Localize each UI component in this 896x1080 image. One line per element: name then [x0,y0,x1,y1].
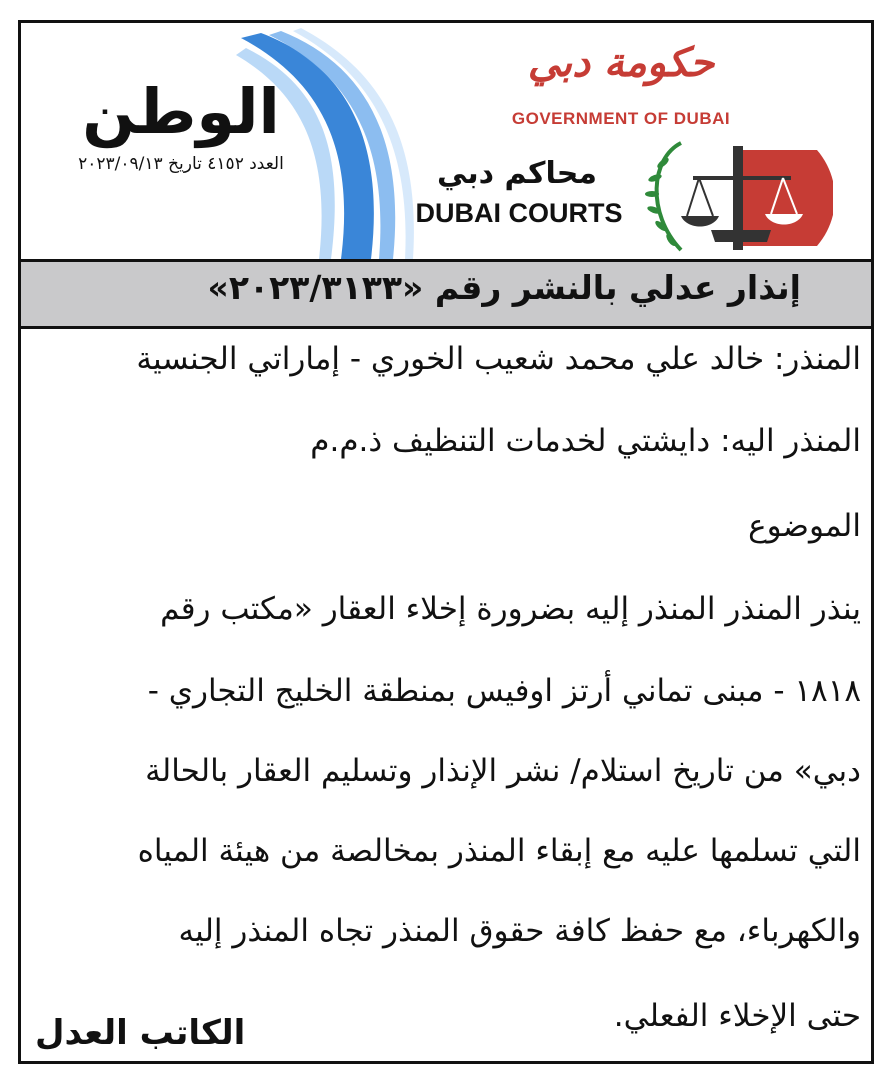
notice-line: ينذر المنذر المنذر إليه بضرورة إخلاء العقار «مكتب رقم [160,591,861,627]
issue-line: العدد ٤١٥٢ تاريخ ٢٠٢٣/٠٩/١٣ [78,154,284,175]
notice-line: ١٨١٨ - مبنى تماني أرتز اوفيس بمنطقة الخليج التجاري - [147,673,861,709]
notice-title-bar [21,259,871,329]
notice-line: والكهرباء، مع حفظ كافة حقوق المنذر تجاه المنذر إليه [178,913,861,949]
newspaper-masthead [41,75,321,175]
courts-name-en: DUBAI COURTS [415,198,623,228]
notice-line: الموضوع [748,508,861,544]
scales-of-justice-icon [641,138,833,256]
notice-title: إنذار عدلي بالنشر رقم «٢٠٢٣/٣١٣٣» [207,268,801,307]
notice-line: حتى الإخلاء الفعلي. [613,998,861,1034]
notice-frame [18,20,874,1064]
government-name-ar: حكومة دبي [527,39,715,86]
courts-name-ar: محاكم دبي [437,156,597,191]
notice-line: دبي» من تاريخ استلام/ نشر الإنذار وتسليم العقار بالحالة [145,753,861,789]
government-name-en: GOVERNMENT OF DUBAI [511,109,731,128]
notice-line: المنذر اليه: دايشتي لخدمات التنظيف ذ.م.م [310,423,861,459]
newspaper-name: الوطن [82,75,280,148]
header [21,23,871,259]
notice-line: المنذر: خالد علي محمد شعيب الخوري - إماراتي الجنسية [136,341,861,377]
notice-line: التي تسلمها عليه مع إبقاء المنذر بمخالصة من هيئة المياه [137,833,861,869]
signature: الكاتب العدل [35,1013,246,1053]
